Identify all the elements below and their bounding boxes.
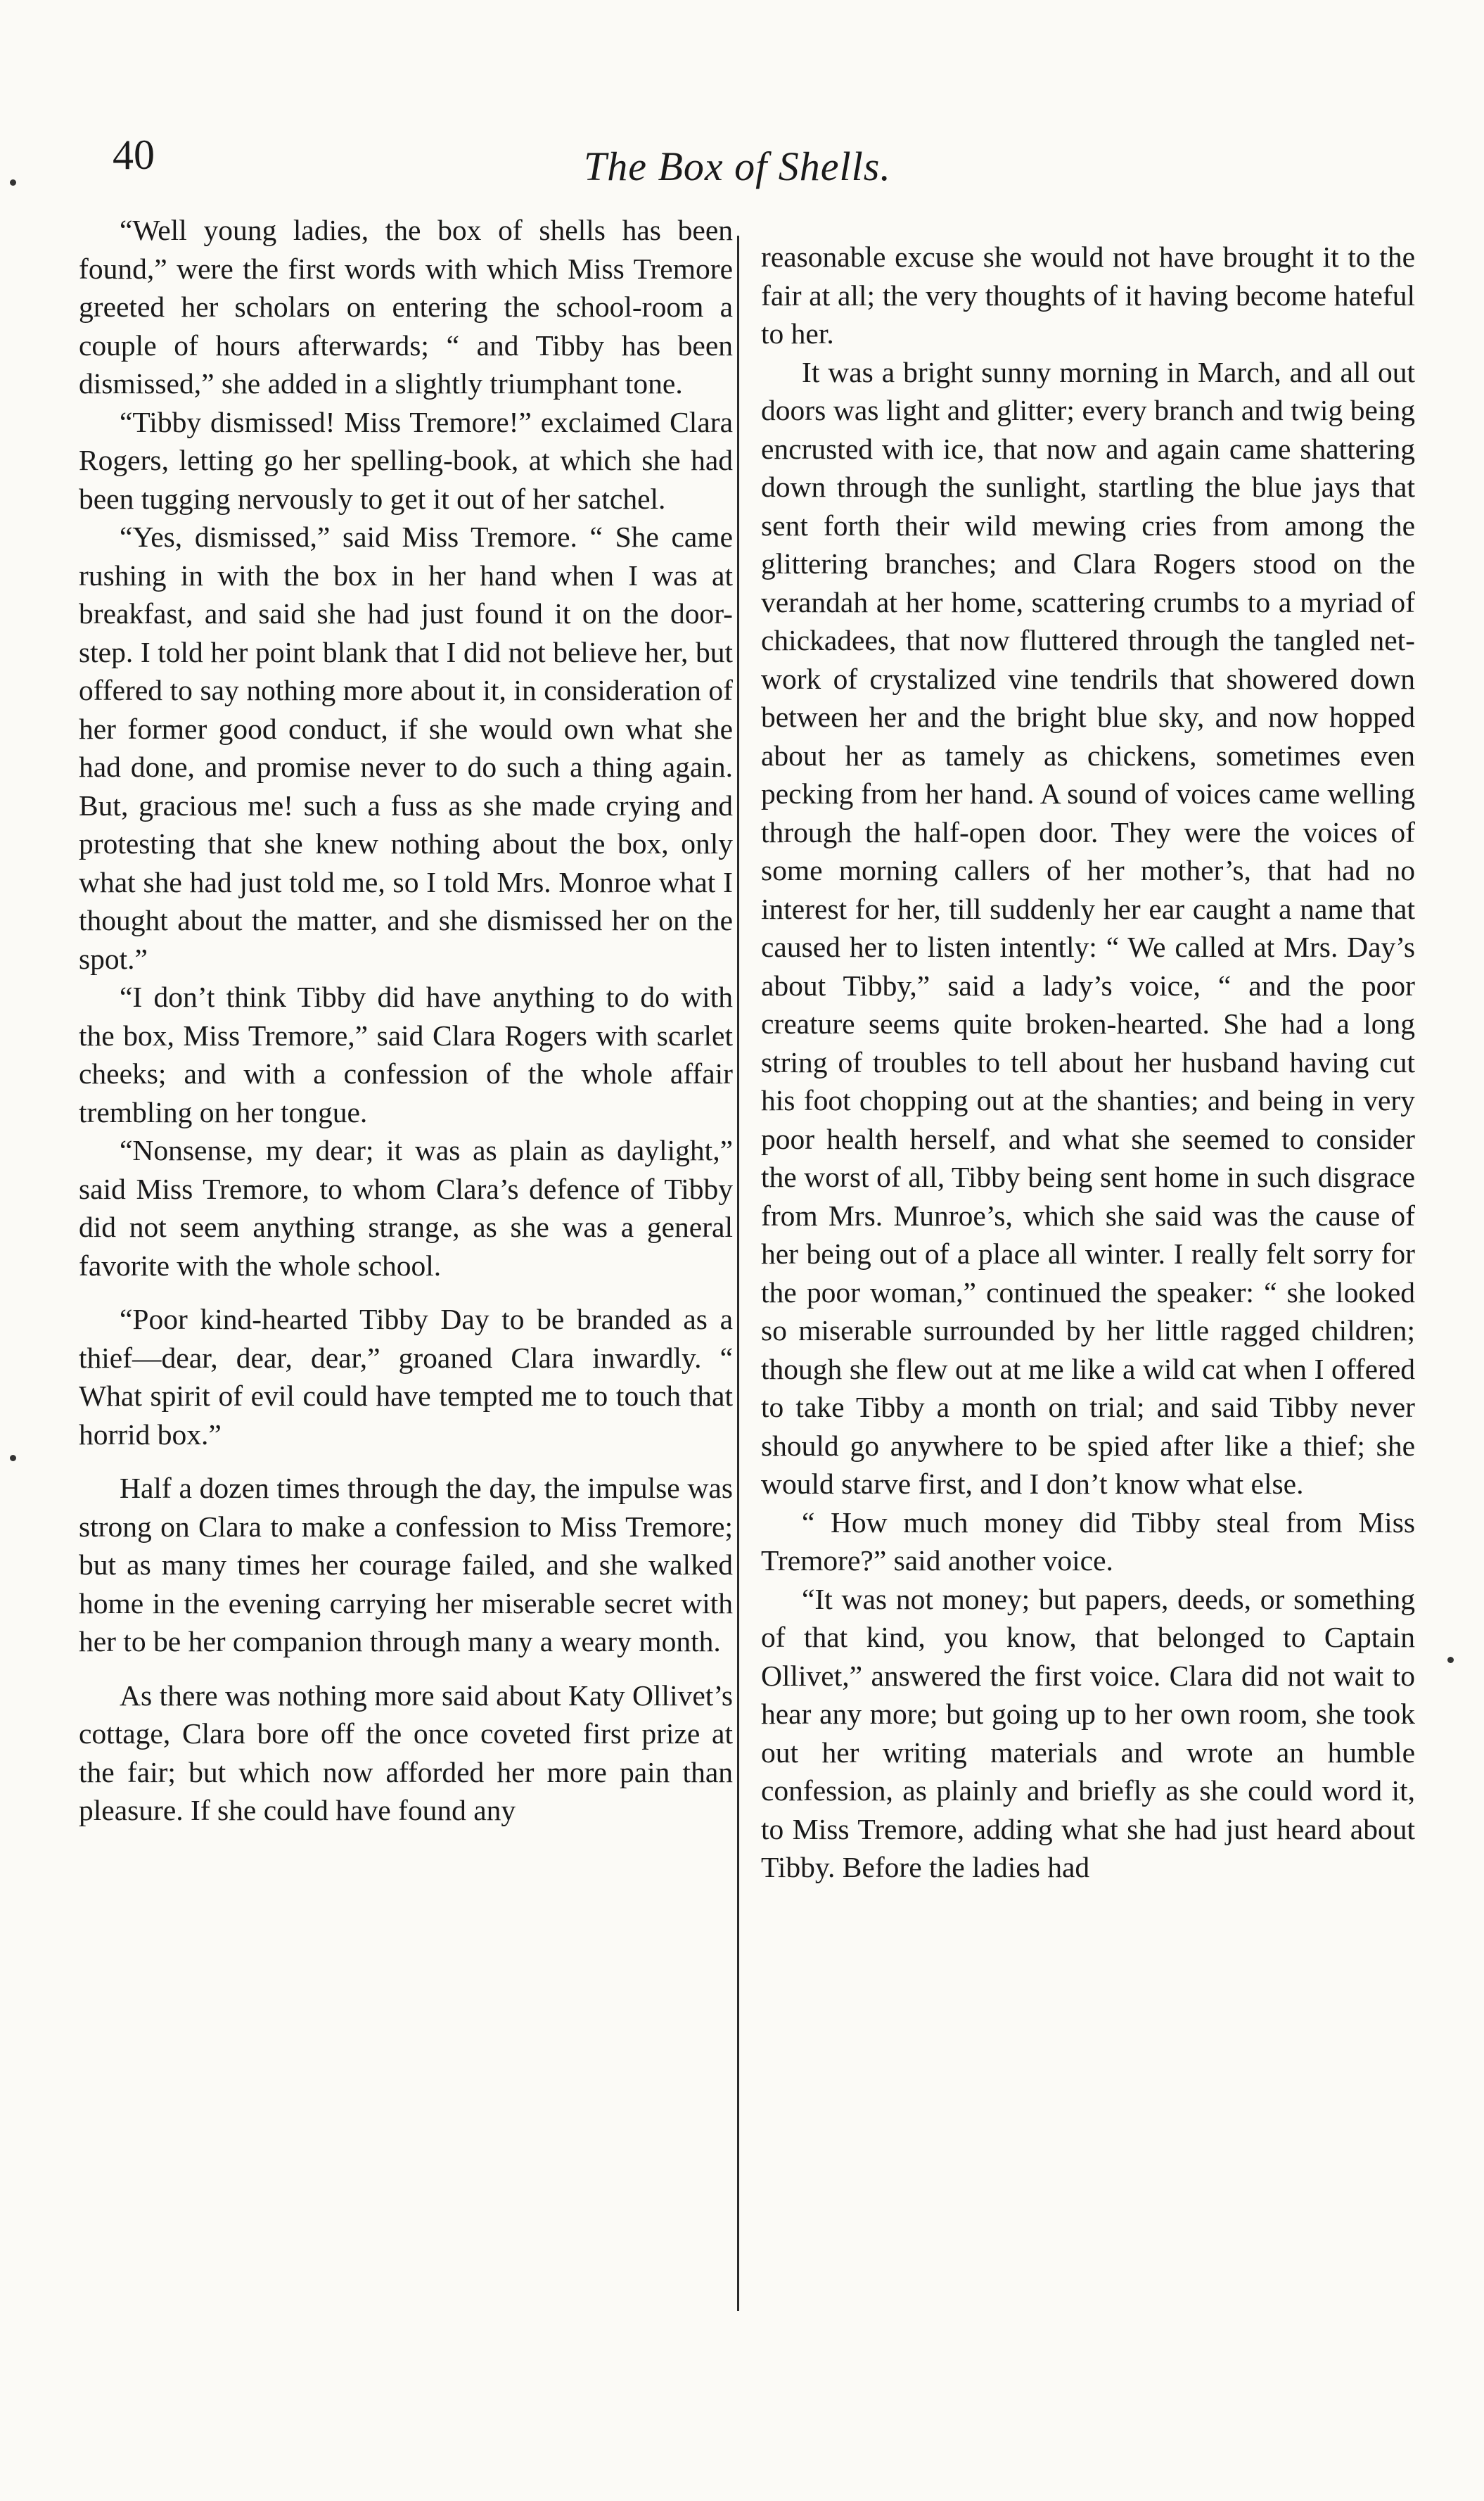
paragraph: “ How much money did Tibby steal from Miss Tremore?” said another voice. (761, 1506, 1415, 1577)
paragraph: reasonable excuse she would not have brought it to the fair at all; the very thoughts of it having become hateful to her. (761, 241, 1415, 350)
paragraph: “Poor kind-hearted Tibby Day to be branded as a thief—dear, dear, dear,” groaned Clara inwardly. “ What spirit of evil could have tempted me to touch that horrid box.” (79, 1303, 733, 1451)
column-divider (737, 236, 739, 2311)
print-speck (10, 1455, 16, 1461)
paragraph: “Nonsense, my dear; it was as plain as daylight,” said Miss Tremore, to whom Clara’s defence of Tibby did not seem anything strange, as she was a general favorite with the whole school. (79, 1134, 733, 1282)
paragraph: It was a bright sunny morning in March, and all out doors was light and glitter; every branch and twig being encrusted with ice, that now and again came shattering down through the sunlight, startling the blue jays that sent forth their wild mewing cries from among the glittering branches; and Clara Rogers stood on the verandah at her home, scattering crumbs to a myriad of chickadees, that now fluttered through the tangled net-work of crystalized vine tendrils that showered down between her and the bright blue sky, and now hopped about her as tamely as chickens, sometimes even pecking from her hand. A sound of voices came welling through the half-open door. They were the voices of some morning callers of her mother’s, that had no interest for her, till suddenly her ear caught a name that caused her to listen intently: “ We called at Mrs. Day’s about Tibby,” said a lady’s voice, “ and the poor creature seems quite broken-hearted. She had a long string of troubles to tell about her husband having cut his foot chopping out at the shanties; and being in very poor health herself, and what she seemed to consider the worst of all, Tibby being sent home in such disgrace from Mrs. Munroe’s, which she said was the cause of her being out of a place all winter. I really felt sorry for the poor woman,” continued the speaker: “ she looked so miserable surrounded by her little ragged children; though she flew out at me like a wild cat when I offered to take Tibby a month on trial; and said Tibby never should go anywhere to be spied after like a thief; she would starve first, and I don’t know what else. (761, 355, 1415, 1500)
paragraph: “Tibby dismissed! Miss Tremore!” exclaimed Clara Rogers, letting go her spelling-book, at which she had been tugging nervously to get it out of her satchel. (79, 405, 733, 515)
paragraph: “Well young ladies, the box of shells has been found,” were the first words with which Miss Tremore greeted her scholars on entering the school-room a couple of hours afterwards; “ and Tibby has been dismissed,” she added in a slightly triumphant tone. (79, 214, 733, 400)
paragraph: “Yes, dismissed,” said Miss Tremore. “ She came rushing in with the box in her hand when I was at breakfast, and said she had just found it on the door-step. I told her point blank that I did not believe her, but offered to say nothing more about it, in consideration of her former good conduct, if she would own what she had done, and promise never to do such a thing again. But, gracious me! such a fuss as she made crying and protesting that she knew nothing about the box, only what she had just told me, so I told Mrs. Monroe what I thought about the matter, and she dismissed her on the spot.” (79, 521, 733, 975)
paragraph: “I don’t think Tibby did have anything to do with the box, Miss Tremore,” said Clara Rogers with scarlet cheeks; and with a confession of the whole affair trembling on her tongue. (79, 981, 733, 1128)
running-title: The Box of Shells. (584, 144, 891, 189)
paragraph: “It was not money; but papers, deeds, or something of that kind, you know, that belonged to Captain Ollivet,” answered the first voice. Clara did not wait to hear any more; but going up to her own room, she took out her writing materials and wrote an humble confession, as plainly and briefly as she could word it, to Miss Tremore, adding what she had just heard about Tibby. Before the ladies had (761, 1582, 1415, 1883)
print-speck (1447, 1657, 1454, 1663)
paragraph: As there was nothing more said about Katy Ollivet’s cottage, Clara bore off the once coveted first prize at the fair; but which now afforded her more pain than pleasure. If she could have found any (79, 1679, 733, 1826)
left-column (79, 211, 733, 1830)
right-column (761, 238, 1415, 1887)
page-number: 40 (113, 132, 155, 178)
paragraph: Half a dozen times through the day, the impulse was strong on Clara to make a confession to Miss Tremore; but as many times her courage failed, and she walked home in the evening carrying her miserable secret with her to be her companion through many a weary month. (79, 1472, 733, 1657)
print-speck (10, 179, 16, 186)
